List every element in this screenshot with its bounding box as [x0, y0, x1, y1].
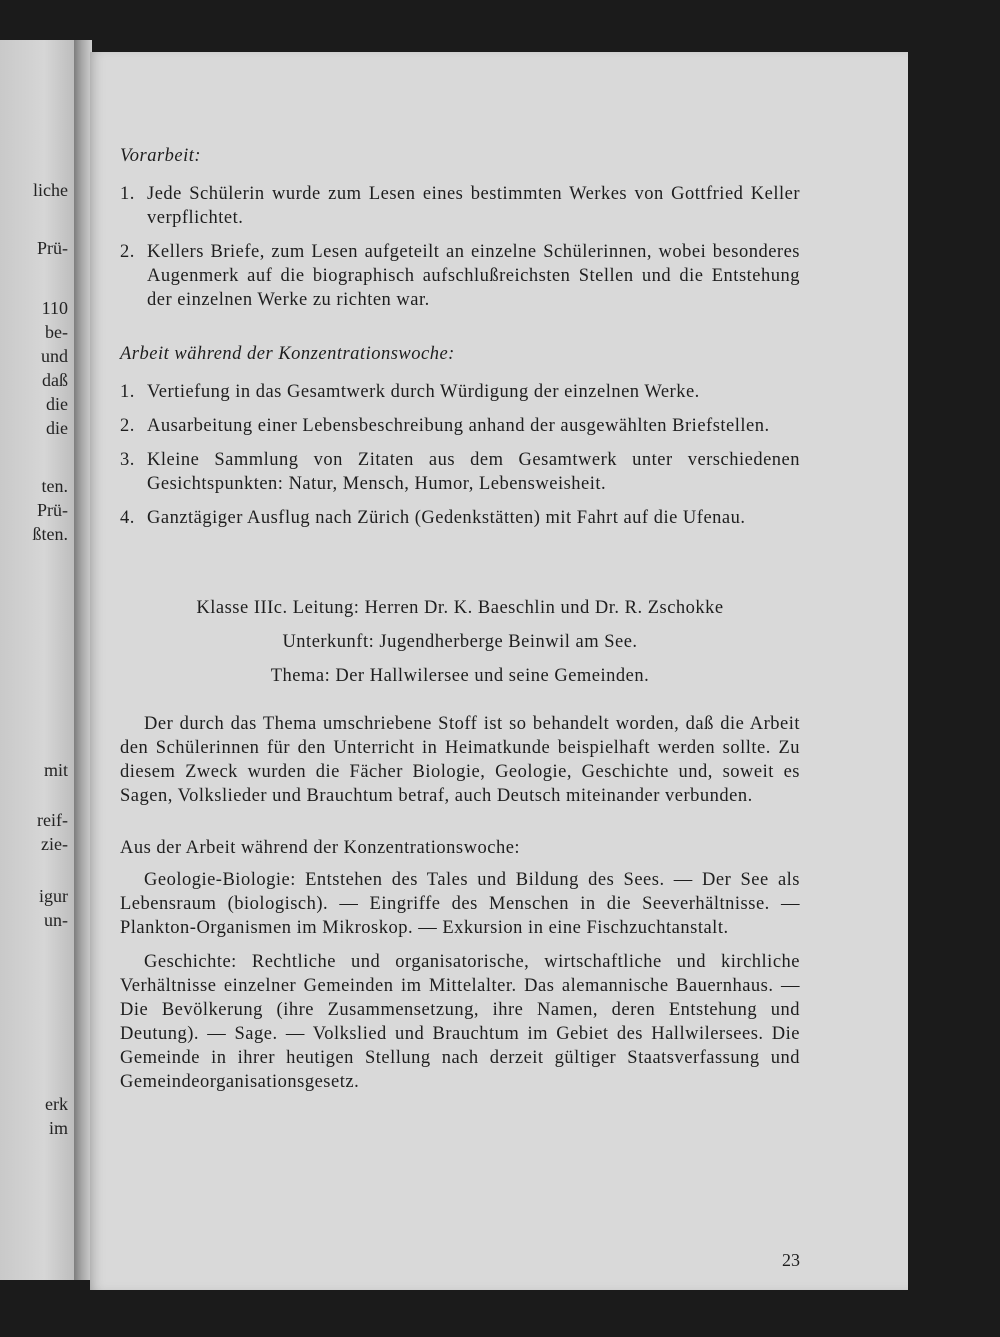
left-fragment: be-	[45, 322, 68, 342]
list-item	[120, 414, 800, 438]
left-fragment: erk	[45, 1094, 68, 1114]
list-number: 2.	[120, 242, 135, 262]
left-fragment: daß	[42, 370, 68, 390]
list-item	[120, 506, 800, 530]
list-item	[120, 448, 800, 496]
left-fragment: zie-	[41, 834, 68, 854]
left-fragment: un-	[44, 910, 68, 930]
list-number: 2.	[120, 416, 135, 436]
left-fragment: Prü-	[37, 500, 68, 520]
arbeit-heading: Arbeit während der Konzentrationswoche:	[120, 344, 455, 364]
left-fragment: liche	[33, 180, 68, 200]
list-number: 1.	[120, 184, 135, 204]
list-text: Ausarbeitung einer Lebensbeschreibung anhand der ausgewählten Briefstellen.	[147, 416, 770, 436]
left-fragment: ßten.	[32, 524, 68, 544]
page-content	[120, 144, 800, 1104]
klasse-unterkunft: Unterkunft: Jugendherberge Beinwil am See.	[282, 632, 638, 652]
list-text: Kellers Briefe, zum Lesen aufgeteilt an einzelne Schülerinnen, wobei besonderes Augenmerk auf die biographisch aufschlußreichsten Stellen und die Entstehung der einzelnen Werke zu richten war.	[147, 242, 800, 310]
left-fragment: die	[46, 394, 68, 414]
left-fragment: 110	[41, 298, 68, 318]
geschichte-paragraph: Geschichte: Rechtliche und organisatorische, wirtschaftliche und kirchliche Verhältnisse einzelner Gemeinden im Mittelalter. Das alemannische Bauernhaus. — Die Bevölkerung (ihre Zusammensetzung, ihre Namen, deren Entstehung und Deutung). — Sage. — Volkslied und Brauchtum im Gebiet des Hallwilersees. Die Gemeinde in ihrer heutigen Stellung nach derzeit gültiger Staatsverfassung und Gemeindeorganisationsgesetz.	[120, 952, 800, 1092]
list-item	[120, 182, 800, 230]
list-number: 4.	[120, 508, 135, 528]
list-item	[120, 240, 800, 312]
left-fragment: die	[46, 418, 68, 438]
left-fragment: mit	[43, 760, 68, 780]
list-text: Vertiefung in das Gesamtwerk durch Würdigung der einzelnen Werke.	[147, 382, 700, 402]
list-item	[120, 380, 800, 404]
left-fragment: und	[41, 346, 68, 366]
list-number: 3.	[120, 450, 135, 470]
book-page	[90, 52, 908, 1290]
left-fragment: igur	[39, 886, 68, 906]
left-page-edge	[0, 40, 74, 1280]
left-fragment: ten.	[41, 476, 68, 496]
arbeit-list	[120, 380, 800, 530]
klasse-thema: Thema: Der Hallwilersee und seine Gemeinden.	[270, 666, 650, 686]
intro-paragraph: Der durch das Thema umschriebene Stoff ist so behandelt worden, daß die Arbeit den Schülerinnen für den Unterricht in Heimatkunde beispielhaft werden sollte. Zu diesem Zweck wurden die Fächer Biologie, Geologie, Geschichte und, soweit es Sagen, Volkslieder und Brauchtum betraf, auch Deutsch miteinander verbunden.	[120, 714, 800, 806]
vorarbeit-heading: Vorarbeit:	[120, 146, 202, 166]
list-text: Kleine Sammlung von Zitaten aus dem Gesamtwerk unter verschiedenen Gesichtspunkten: Natur, Mensch, Humor, Lebensweisheit.	[147, 450, 800, 494]
page-number: 23	[782, 1250, 800, 1270]
klasse-info	[120, 596, 800, 688]
list-text: Jede Schülerin wurde zum Lesen eines bestimmten Werkes von Gottfried Keller verpflichtet.	[147, 184, 800, 228]
list-number: 1.	[120, 382, 135, 402]
left-fragment: im	[48, 1118, 68, 1138]
list-text: Ganztägiger Ausflug nach Zürich (Gedenkstätten) mit Fahrt auf die Ufenau.	[147, 508, 746, 528]
geologie-paragraph: Geologie-Biologie: Entstehen des Tales und Bildung des Sees. — Der See als Lebensraum (biologisch). — Eingriffe des Menschen in die Seeverhältnisse. — Plankton-Organismen im Mikroskop. — Exkursion in eine Fischzuchtanstalt.	[120, 870, 800, 938]
klasse-leitung: Klasse IIIc. Leitung: Herren Dr. K. Baeschlin und Dr. R. Zschokke	[196, 598, 724, 618]
left-fragment: reif-	[37, 810, 68, 830]
konzentrationswoche-heading: Aus der Arbeit während der Konzentrationswoche:	[120, 838, 521, 858]
left-fragment: Prü-	[37, 238, 68, 258]
vorarbeit-list	[120, 182, 800, 312]
